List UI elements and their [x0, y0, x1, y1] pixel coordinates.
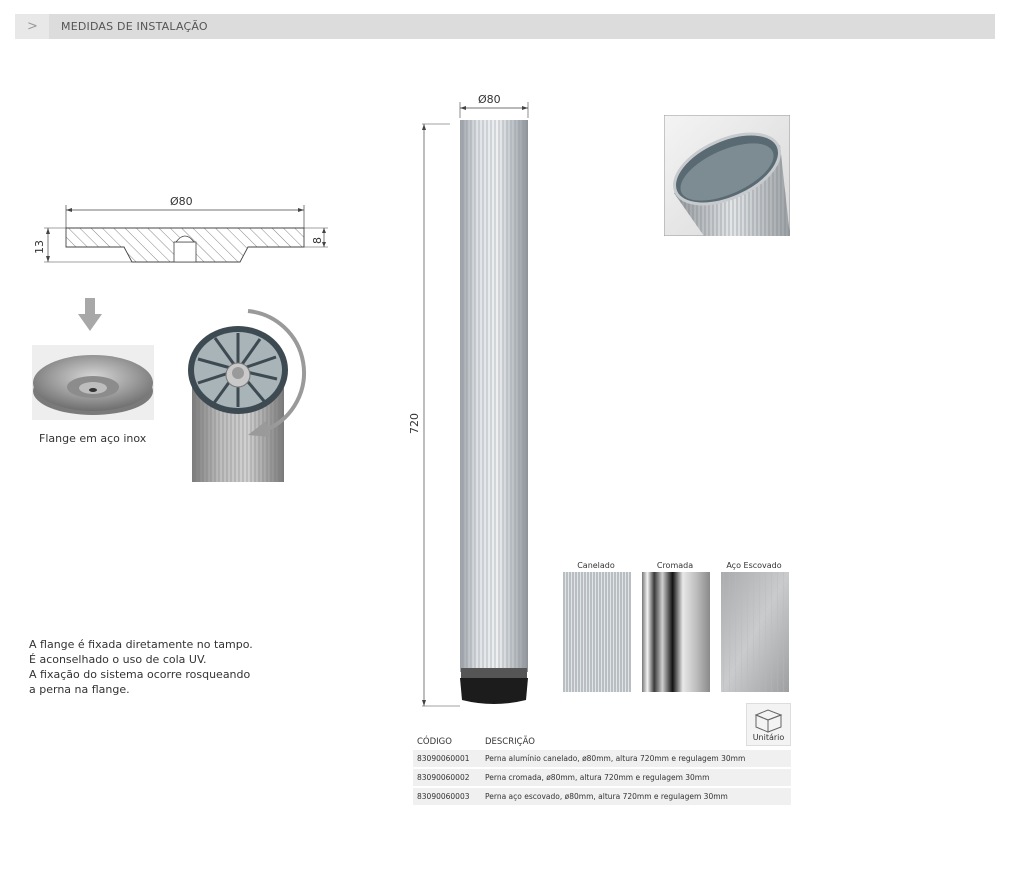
product-description: Perna cromada, ø80mm, altura 720mm e regulagem 30mm: [485, 773, 710, 782]
description-line: É aconselhado o uso de cola UV.: [29, 653, 207, 666]
table-header-row: [413, 734, 791, 750]
flange-photo: [32, 345, 154, 420]
table-row: [413, 788, 791, 805]
leg-foot: [460, 678, 528, 704]
finish-swatch-aco-escovado: [721, 572, 789, 692]
flange-height-label: 13: [33, 240, 46, 254]
column-header-code: CÓDIGO: [417, 737, 452, 747]
installation-description: [29, 637, 269, 697]
flange-diameter-label: Ø80: [170, 195, 193, 208]
description-line: a perna na flange.: [29, 683, 130, 696]
product-code: 83090060003: [417, 792, 470, 801]
product-description: Perna aço escovado, ø80mm, altura 720mm e regulagem 30mm: [485, 792, 728, 801]
leg-base-photo: [178, 305, 323, 485]
product-code: 83090060001: [417, 754, 470, 763]
finish-label-aco-escovado: Aço Escovado: [726, 561, 782, 570]
table-row: [413, 769, 791, 786]
column-header-description: DESCRIÇÃO: [485, 737, 535, 747]
arrow-down-icon: [78, 298, 102, 332]
description-line: A flange é fixada diretamente no tampo.: [29, 638, 253, 651]
finish-swatch-canelado: [563, 572, 631, 692]
finish-label-cromada: Cromada: [656, 561, 694, 570]
leg-top-view-photo: [664, 115, 790, 236]
product-table: [413, 734, 791, 807]
flange-caption: Flange em aço inox: [39, 432, 147, 445]
product-code: 83090060002: [417, 773, 470, 782]
section-header: [15, 14, 995, 39]
finish-swatch-cromada: [642, 572, 710, 692]
header-chevron-box: [15, 14, 49, 39]
flange-thickness-label: 8: [311, 237, 324, 244]
box-icon: [752, 707, 785, 733]
table-leg-drawing: [410, 100, 540, 712]
chevron-right-icon: >: [27, 19, 38, 34]
product-description: Perna alumínio canelado, ø80mm, altura 720mm e regulagem 30mm: [485, 754, 746, 763]
leg-height-label: 720: [408, 413, 421, 434]
packaging-label: Unitário: [752, 733, 785, 742]
section-title: MEDIDAS DE INSTALAÇÃO: [61, 20, 208, 33]
leg-diameter-label: Ø80: [478, 93, 501, 106]
table-row: [413, 750, 791, 767]
description-line: A fixação do sistema ocorre rosqueando: [29, 668, 251, 681]
finish-label-canelado: Canelado: [577, 561, 615, 570]
